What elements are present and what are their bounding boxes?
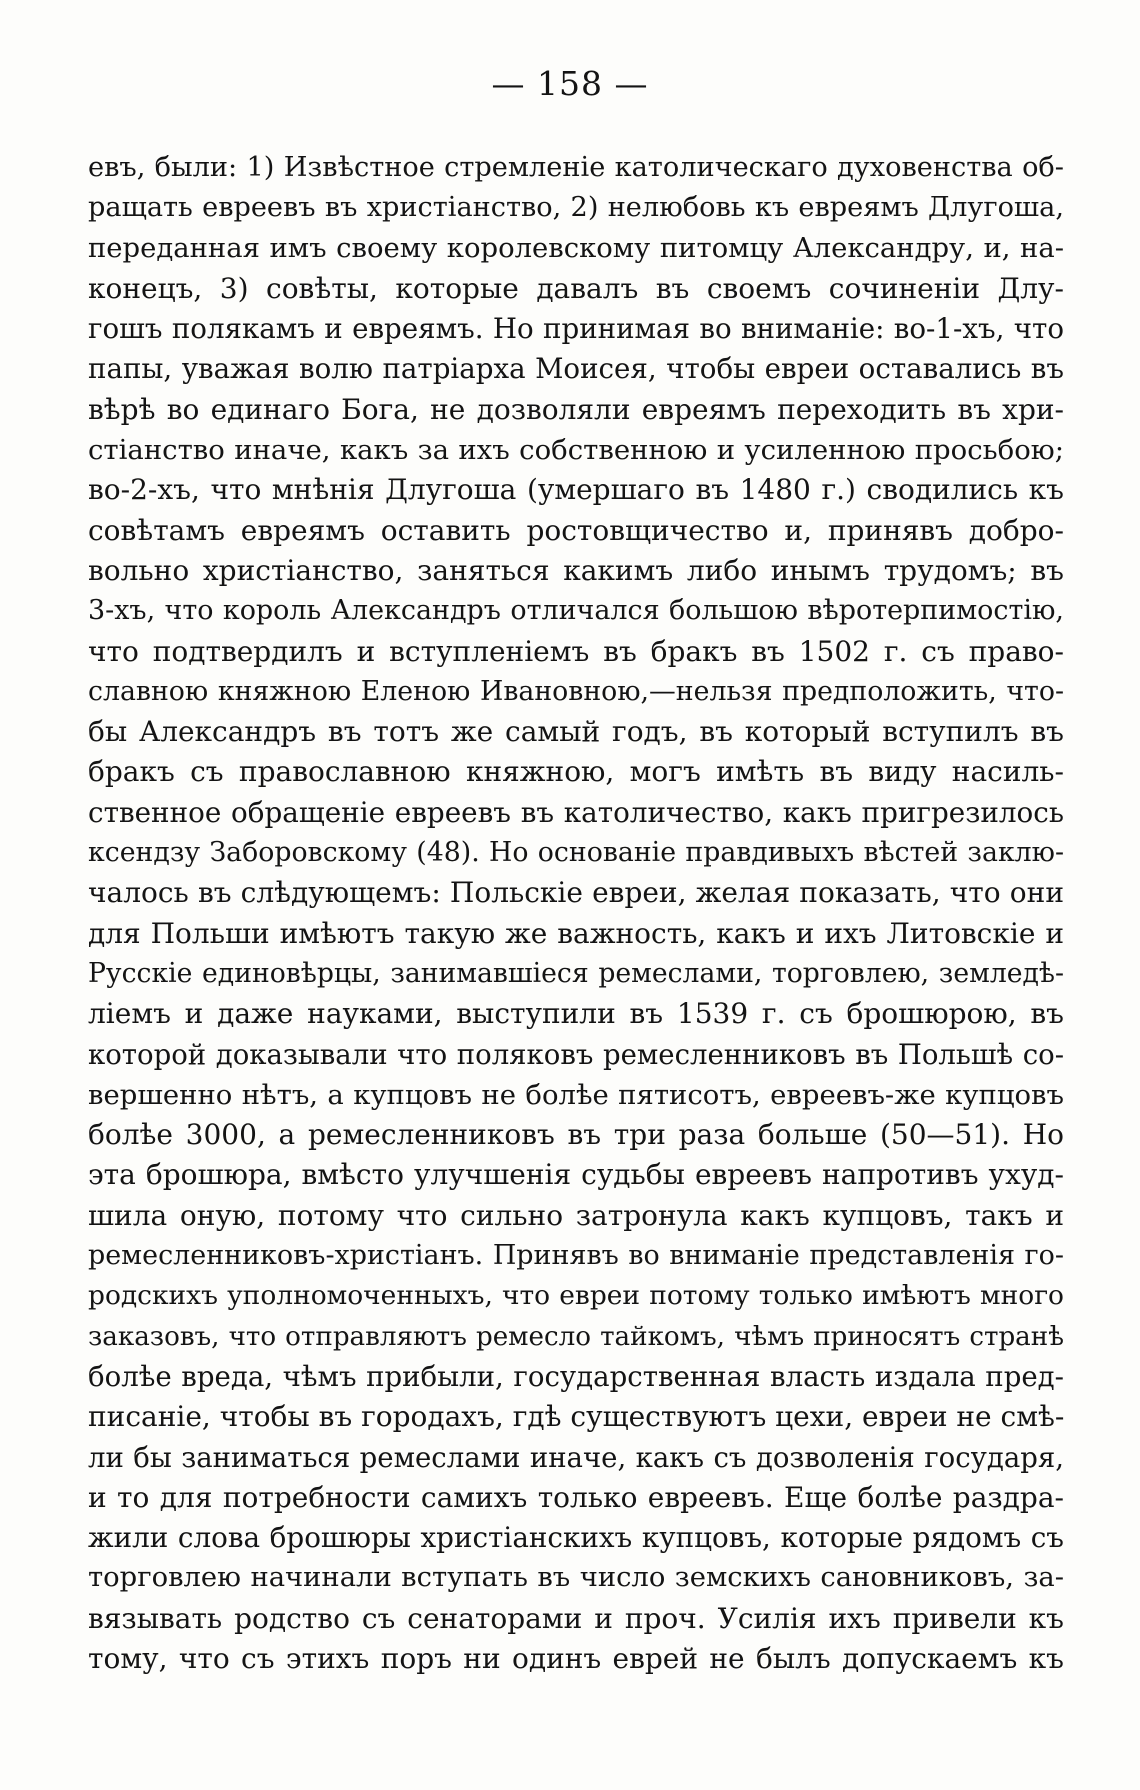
text-line: совѣтамъ евреямъ оставить ростовщичество и, принявъ добро- [88, 513, 1064, 547]
text-line: заказовъ, что отправляютъ ремесло тайкомъ, чѣмъ приносятъ странѣ [88, 1321, 1064, 1352]
text-line: ксендзу Заборовскому (48). Но основаніе правдивыхъ вѣстей заклю- [88, 837, 1064, 869]
text-line: вѣрѣ во единаго Бога, не дозволяли евреямъ переходить въ хри- [88, 392, 1064, 426]
text-line: для Польши имѣютъ такую же важность, какъ и ихъ Литовскіе и [88, 916, 1064, 950]
text-line: родскихъ уполномоченныхъ, что евреи потому только имѣютъ много [88, 1280, 1064, 1312]
text-line: стіанство иначе, какъ за ихъ собственною и усиленною просьбою; [88, 434, 1064, 467]
text-line: эта брошюра, вмѣсто улучшенія судьбы евреевъ напротивъ ухуд- [88, 1158, 1064, 1192]
text-line: во-2-хъ, что мнѣнія Длугоша (умершаго въ 1480 г.) сводились къ [88, 473, 1064, 507]
text-line: вершенно нѣтъ, а купцовъ не болѣе пятисотъ, евреевъ-же купцовъ [88, 1078, 1064, 1111]
text-line: болѣе 3000, а ремесленниковъ въ три раза больше (50—51). Но [88, 1118, 1064, 1152]
text-line: ли бы заниматься ремеслами иначе, какъ съ дозволенія государя, [88, 1441, 1064, 1474]
text-line: бы Александръ въ тотъ же самый годъ, въ который вступилъ въ [88, 715, 1064, 749]
text-line: вольно христіанство, заняться какимъ либо инымъ трудомъ; въ [88, 553, 1064, 587]
text-line: ращать евреевъ въ христіанство, 2) нелюбовь къ евреямъ Длугоша, [88, 192, 1064, 224]
text-line: ліемъ и даже науками, выступили въ 1539 г. съ брошюрою, въ [88, 997, 1064, 1031]
text-line: евъ, были: 1) Извѣстное стремленіе католическаго духовенства об- [88, 152, 1064, 183]
body-text [88, 148, 1064, 1679]
text-line: папы, уважая волю патріарха Моисея, чтобы евреи оставались въ [88, 352, 1064, 386]
text-line: и то для потребности самихъ только евреевъ. Еще болѣе раздра- [88, 1480, 1064, 1514]
text-line: чалось въ слѣдующемъ: Польскіе евреи, желая показать, что они [88, 876, 1064, 910]
text-line: писаніе, чтобы въ городахъ, гдѣ существуютъ цехи, евреи не смѣ- [88, 1400, 1065, 1434]
text-line: вязывать родство съ сенаторами и проч. Усилія ихъ привели къ [88, 1601, 1064, 1635]
text-line: Русскіе единовѣрцы, занимавшіеся ремеслами, торговлею, земледѣ- [88, 957, 1064, 989]
text-line: торговлею начинали вступать въ число земскихъ сановниковъ, за- [88, 1562, 1064, 1594]
text-line: 3-хъ, что король Александръ отличался большою вѣротерпимостію, [88, 595, 1064, 627]
text-line: гошъ полякамъ и евреямъ. Но принимая во вниманіе: во-1-хъ, что [88, 312, 1064, 346]
text-line: переданная имъ своему королевскому питомцу Александру, и, на- [88, 232, 1064, 264]
text-line: конецъ, 3) совѣты, которые давалъ въ своемъ сочиненіи Длу- [88, 271, 1064, 305]
page-number: — 158 — [491, 64, 649, 103]
text-line: шила оную, потому что сильно затронула какъ купцовъ, такъ и [88, 1198, 1064, 1232]
text-line: которой доказывали что поляковъ ремесленниковъ въ Польшѣ со- [88, 1038, 1064, 1071]
text-line: ремесленниковъ-христіанъ. Принявъ во вниманіе представленія го- [88, 1240, 1064, 1272]
text-line: жили слова брошюры христіанскихъ купцовъ, которые рядомъ съ [88, 1521, 1064, 1555]
text-line: болѣе вреда, чѣмъ прибыли, государственная власть издала пред- [88, 1359, 1064, 1393]
text-line: ственное обращеніе евреевъ въ католичество, какъ пригрезилось [88, 795, 1064, 829]
text-line: бракъ съ православною княжною, могъ имѣть въ виду насиль- [88, 755, 1064, 789]
text-line: что подтвердилъ и вступленіемъ въ бракъ въ 1502 г. съ право- [88, 634, 1064, 668]
text-line: тому, что съ этихъ поръ ни одинъ еврей не былъ допускаемъ къ [88, 1641, 1064, 1675]
text-line: славною княжною Еленою Ивановною,—нельзя предположить, что- [88, 675, 1064, 707]
